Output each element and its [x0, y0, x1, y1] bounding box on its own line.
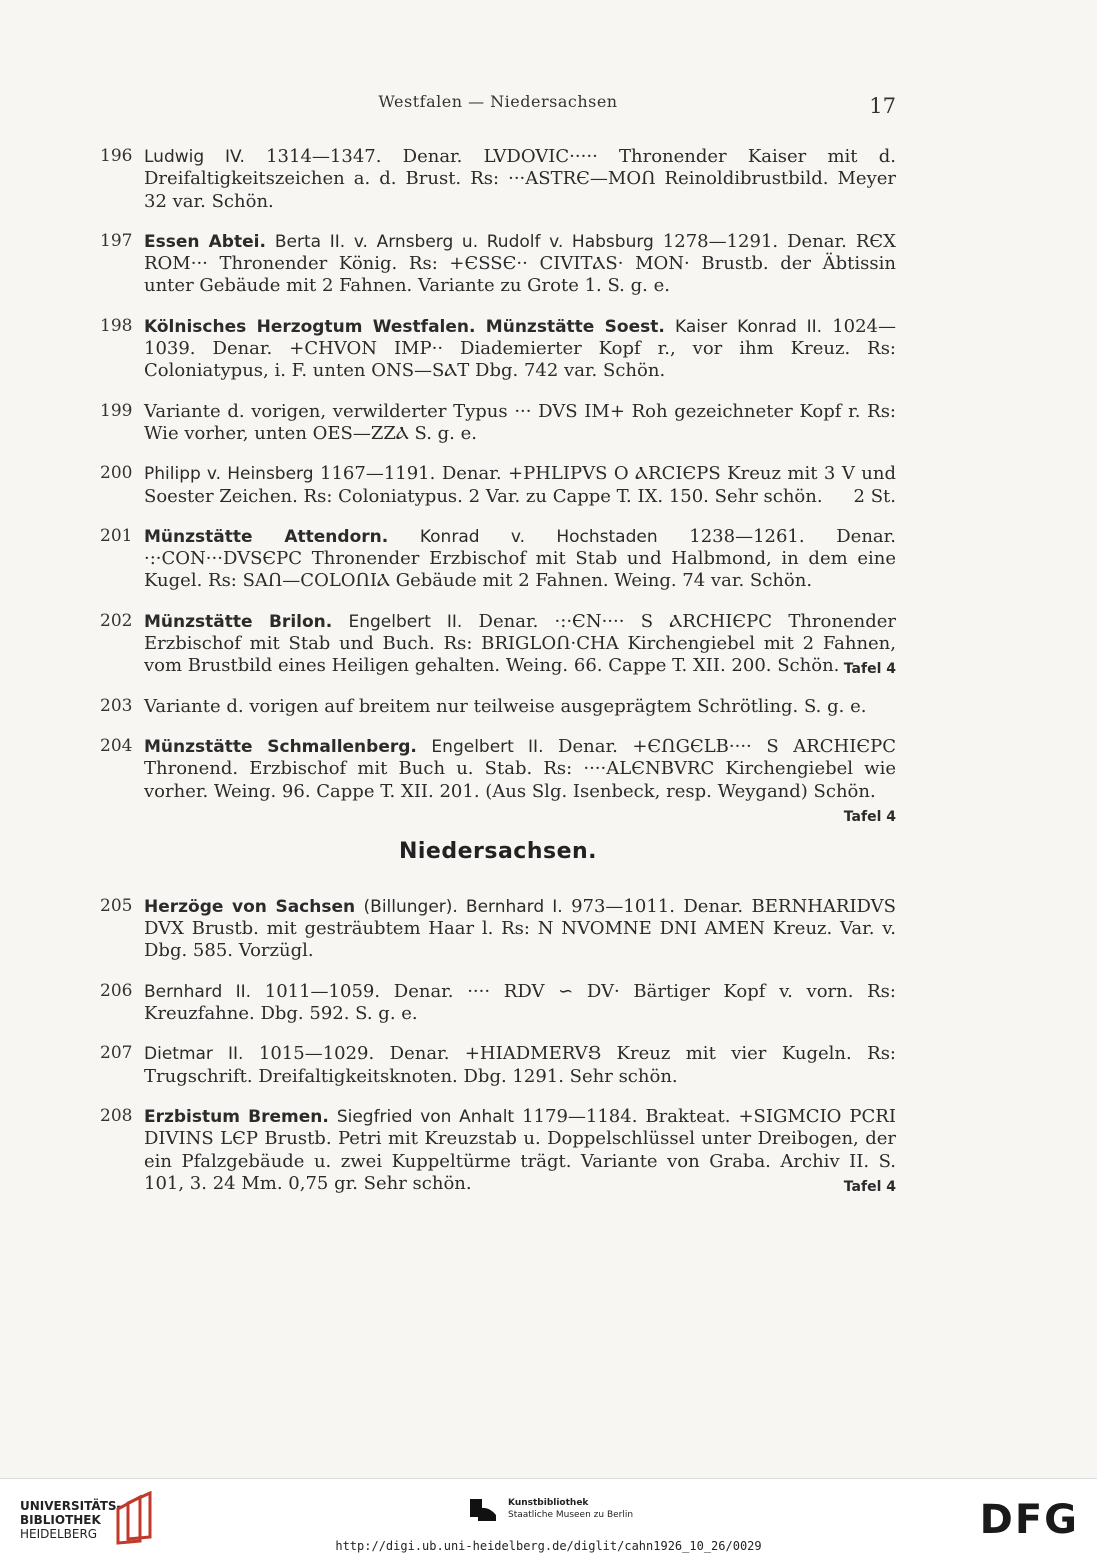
- entry-number: 201: [100, 525, 133, 546]
- university-library-logo-text: [20, 1499, 122, 1541]
- entry-description: 1011—1059. Denar. ···· RDV ∽ DV· Bärtiger Kopf v. vorn. Rs: Kreuzfahne. Dbg. 592. S. g. e.: [144, 980, 896, 1025]
- source-url[interactable]: http://digi.ub.uni-heidelberg.de/diglit/cahn1926_10_26/0029: [335, 1539, 762, 1553]
- entry-heading: Münzstätte Schmallenberg.: [144, 736, 417, 757]
- catalog-entry: [100, 981, 896, 1026]
- catalog-entry: [100, 1043, 896, 1088]
- entry-ruler-name: Engelbert II.: [431, 736, 544, 757]
- running-title: Westfalen — Niedersachsen: [378, 92, 618, 111]
- entry-number: 205: [100, 895, 133, 916]
- entry-body: [144, 463, 896, 508]
- entry-body: [144, 981, 896, 1026]
- kunstbibliothek-logo-icon: [468, 1495, 498, 1525]
- entry-body: [144, 1043, 896, 1088]
- entry-ruler-name: Bernhard II.: [144, 981, 252, 1002]
- entry-body: [144, 896, 896, 963]
- entry-count-note: 2 St.: [853, 485, 896, 507]
- catalog-entry: [100, 1106, 896, 1195]
- footer-bar: [0, 1478, 1097, 1557]
- entry-number: 199: [100, 400, 133, 421]
- entry-body: [144, 696, 896, 718]
- catalog-entries: [100, 146, 896, 1213]
- kb-line-1: Kunstbibliothek: [508, 1498, 589, 1508]
- entry-heading: Kölnisches Herzogtum Westfalen. Münzstätte Soest.: [144, 316, 665, 337]
- entry-description: 1278—1291. Denar. RЄX ROM··· Thronender König. Rs: +ЄSSЄ·· CIVITⲀS· MON· Brustb. der Äbtissin unter Gebäude mit 2 Fahnen. Variante zu Grote 1. S. g. e.: [144, 230, 896, 297]
- entry-number: 198: [100, 315, 133, 336]
- catalog-entry: [100, 526, 896, 593]
- entry-heading: Essen Abtei.: [144, 231, 266, 252]
- entry-number: 197: [100, 230, 133, 251]
- entry-number: 200: [100, 463, 133, 484]
- section-title: Niedersachsen.: [398, 838, 598, 864]
- entry-heading: Herzöge von Sachsen: [144, 896, 356, 917]
- entry-description: Denar. +ЄՈGЄLB···· S ARCHIЄPC Thronend. Erzbischof mit Buch u. Stab. Rs: ····ALЄNBVRC Kirchengiebel wie vorher. Weing. 96. Cappe T. XII. 201. (Aus Slg. Isenbeck, resp. Weygand) Schön.: [144, 735, 896, 802]
- entry-body: [144, 1106, 896, 1195]
- catalog-entry: [100, 696, 896, 718]
- entry-ruler-name: Berta II. v. Arnsberg u. Rudolf v. Habsburg: [274, 231, 654, 252]
- entry-description: 1179—1184. Brakteat. +SIGMCIO PCRI DIVINS LЄP Brustb. Petri mit Kreuzstab u. Doppelschlüssel unter Dreibogen, der ein Pfalzgebäude u. zwei Kuppeltürme trägt. Variante von Graba. Archiv II. S. 101, 3. 24 Mm. 0,75 gr. Sehr schön.: [144, 1105, 896, 1194]
- plate-reference: Tafel 4: [843, 1178, 896, 1195]
- entry-description: 1238—1261. Denar. ·:·CON···DVSЄPC Thronender Erzbischof mit Stab und Halbmond, in dem eine Kugel. Rs: SAՈ—COLOՈIⲀ Gebäude mit 2 Fahnen. Weing. 74 var. Schön.: [144, 525, 897, 592]
- entry-number: 202: [100, 610, 133, 631]
- entry-number: 196: [100, 146, 133, 166]
- entry-description: Variante d. vorigen auf breitem nur teilweise ausgeprägtem Schrötling. S. g. e.: [144, 695, 867, 717]
- entry-body: [144, 611, 896, 678]
- page-number: 17: [869, 94, 896, 118]
- entry-description: 1015—1029. Denar. +HIADMERVՑ Kreuz mit vier Kugeln. Rs: Trugschrift. Dreifaltigkeitsknoten. Dbg. 1291. Sehr schön.: [144, 1043, 896, 1087]
- entry-heading: Erzbistum Bremen.: [144, 1106, 329, 1127]
- entry-body: [144, 401, 896, 446]
- kb-line-2: Staatliche Museen zu Berlin: [508, 1510, 634, 1520]
- entry-ruler-name: Engelbert II.: [348, 611, 463, 632]
- catalog-entry: [100, 231, 896, 298]
- entry-body: [144, 526, 896, 593]
- page-header: [100, 90, 896, 120]
- entry-heading: Münzstätte Brilon.: [144, 611, 333, 632]
- plate-reference: Tafel 4: [843, 661, 896, 678]
- entry-number: 204: [100, 735, 133, 756]
- entry-ruler-name: (Billunger). Bernhard I.: [363, 896, 563, 917]
- entry-ruler-name: Kaiser Konrad II.: [674, 316, 823, 337]
- entry-heading: Münzstätte Attendorn.: [144, 526, 389, 547]
- westfalen-entries: [100, 146, 897, 825]
- entry-body: [144, 146, 896, 213]
- entry-ruler-name: Siegfried von Anhalt: [336, 1106, 515, 1127]
- entry-description: Variante d. vorigen, verwilderter Typus ··· DVS IM+ Roh gezeichneter Kopf r. Rs: Wie vorher, unten OES—ZZⲀ S. g. e.: [144, 400, 896, 444]
- catalog-entry: [100, 896, 896, 963]
- catalog-entry: [100, 735, 896, 825]
- dfg-logo: DFG: [979, 1497, 1079, 1543]
- plate-reference: Tafel 4: [843, 808, 896, 825]
- catalog-entry: [100, 401, 896, 446]
- entry-number: 207: [100, 1043, 133, 1064]
- entry-number: 206: [100, 980, 133, 1001]
- entry-description: 1024—1039. Denar. +CHVON IMP·· Diademierter Kopf r., vor ihm Kreuz. Rs: Coloniatypus, i. F. unten ONS—SⲀT Dbg. 742 var. Schön.: [144, 315, 897, 382]
- kunstbibliothek-text: [508, 1497, 633, 1521]
- entry-number: 208: [100, 1105, 133, 1126]
- entry-description: 1314—1347. Denar. LVDOVIC····· Thronender Kaiser mit d. Dreifaltigkeitszeichen a. d. Brust. Rs: ···ASTRЄ—MOՈ Reinoldibrustbild. Meyer 32 var. Schön.: [144, 146, 896, 212]
- catalog-entry: [100, 611, 896, 678]
- uni-line-2: BIBLIOTHEK: [20, 1513, 101, 1527]
- entry-ruler-name: Konrad v. Hochstaden: [419, 526, 658, 547]
- entry-number: 203: [100, 695, 133, 716]
- entry-ruler-name: Ludwig IV.: [144, 147, 245, 167]
- entry-description: 1167—1191. Denar. +PHLIPVS O ⲀRCIЄPS Kreuz mit 3 V und Soester Zeichen. Rs: Coloniatypus. 2 Var. zu Cappe T. IX. 150. Sehr schön.: [144, 463, 896, 507]
- entry-body: [144, 231, 896, 298]
- catalog-entry: [100, 316, 896, 383]
- entry-ruler-name: Dietmar II.: [144, 1044, 244, 1065]
- uni-line-1: UNIVERSITÄTS-: [20, 1499, 122, 1513]
- catalog-entry: [100, 463, 896, 508]
- entry-description: 973—1011. Denar. BERNHARIDVS DVX Brustb. mit gesträubtem Haar l. Rs: N NVOMNE DNI AMEN Kreuz. Var. v. Dbg. 585. Vorzügl.: [144, 895, 896, 962]
- entry-body: [144, 316, 896, 383]
- uni-line-3: HEIDELBERG: [20, 1527, 98, 1541]
- catalog-entry: [100, 146, 896, 213]
- entry-description: Denar. ·:·ЄN···· S ⲀRCHIЄPC Thronender Erzbischof mit Stab und Buch. Rs: BRIGLOՈ·CHA Kirchengiebel mit 2 Fahnen, vom Brustbild eines Heiligen gehalten. Weing. 66. Cappe T. XII. 200. Schön.: [144, 610, 896, 677]
- entry-body: [144, 735, 896, 825]
- entry-ruler-name: Philipp v. Heinsberg: [144, 464, 314, 485]
- niedersachsen-entries: [100, 896, 896, 1195]
